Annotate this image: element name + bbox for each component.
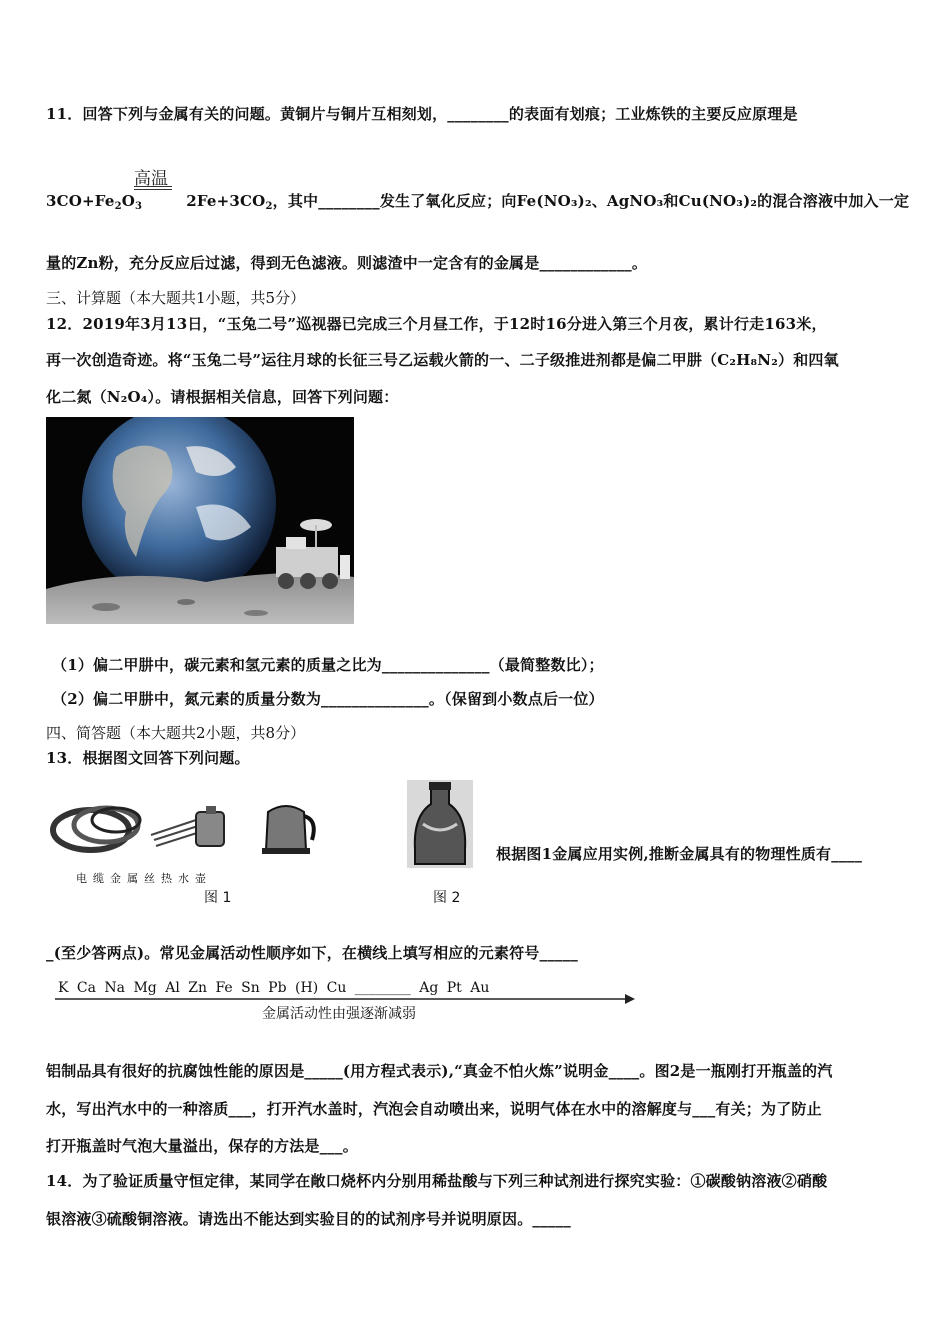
q12-line1: 12．2019年3月13日，“玉兔二号”巡视器已完成三个月昼工作，于12时16分进入第三个月夜，累计行走163米， [46,315,827,333]
q14-line1: 14．为了验证质量守恒定律，某同学在敞口烧杯内分别用稀盐酸与下列三种试剂进行探究实验：①碳酸钠溶液②硝酸 [46,1172,828,1190]
figure-2-soda-bottle [407,780,473,868]
q12-sub2: （2）偏二甲肼中，氮元素的质量分数为______________。（保留到小数点后一位） [52,690,604,708]
q13-side-text: 根据图1金属应用实例,推断金属具有的物理性质有____ [496,845,863,863]
figure-1-label: 图 1 [204,890,232,906]
section-3-heading: 三、计算题（本大题共1小题，共5分） [46,289,306,307]
figure-1-metal-uses [46,790,326,862]
q13-line3: 铝制品具有很好的抗腐蚀性能的原因是_____(用方程式表示),“真金不怕火炼”说明金____。图2是一瓶刚打开瓶盖的汽 [46,1062,833,1080]
q12-sub1: （1）偏二甲肼中，碳元素和氢元素的质量之比为______________（最简整数比）； [52,656,604,674]
reaction-condition: 高温 [134,169,168,189]
eq-left-mid: O [121,192,136,210]
wire-icon [151,806,224,846]
eq-right: 2Fe+3CO [186,192,266,210]
q11-line2 [46,190,909,212]
q12-line3: 化二氮（N₂O₄）。请根据相关信息，回答下列问题： [46,388,399,406]
q13-line5: 打开瓶盖时气泡大量溢出，保存的方法是___。 [46,1137,358,1155]
activity-series: K Ca Na Mg Al Zn Fe Sn Pb (H) Cu ________ Ag Pt Au [58,980,490,996]
q13-line2: _(至少答两点)。常见金属活动性顺序如下，在横线上填写相应的元素符号_____ [46,944,578,962]
q13-line1: 13．根据图文回答下列问题。 [46,749,250,767]
section-4-heading: 四、简答题（本大题共2小题，共8分） [46,724,306,742]
cable-icon [53,808,140,850]
figure-1-item-labels: 电缆金属丝热水壶 [76,872,212,885]
equation-bar-top [134,186,172,187]
q12-line2: 再一次创造奇迹。将“玉兔二号”运往月球的长征三号乙运载火箭的一、二子级推进剂都是偏二甲肼（C₂H₈N₂）和四氧 [46,351,839,369]
q11-line2-rest: ，其中________发生了氧化反应；向Fe(NO₃)₂、AgNO₃和Cu(NO₃)₂的混合溶液中加入一定 [272,192,910,210]
eq-left: 3CO+Fe [46,192,115,210]
figure-2-label: 图 2 [433,890,461,906]
q11-line1: 11．回答下列与金属有关的问题。黄铜片与铜片互相刻划，________的表面有划痕；工业炼铁的主要反应原理是 [46,105,798,123]
earth-moon-rover-photo [46,417,354,624]
eq-left-sub: 2 [114,201,122,212]
eq-left-sub2: 3 [135,201,143,212]
kettle-icon [262,806,314,854]
eq-right-sub: 2 [265,201,273,212]
activity-caption: 金属活动性由强逐渐减弱 [262,1006,416,1022]
q13-line4: 水，写出汽水中的一种溶质___，打开汽水盖时，汽泡会自动喷出来，说明气体在水中的溶解度与___有关；为了防止 [46,1100,822,1118]
q14-line2: 银溶液③硫酸铜溶液。请选出不能达到实验目的的试剂序号并说明原因。_____ [46,1210,571,1228]
q11-line3: 量的Zn粉，充分反应后过滤，得到无色滤液。则滤渣中一定含有的金属是____________。 [46,254,648,272]
